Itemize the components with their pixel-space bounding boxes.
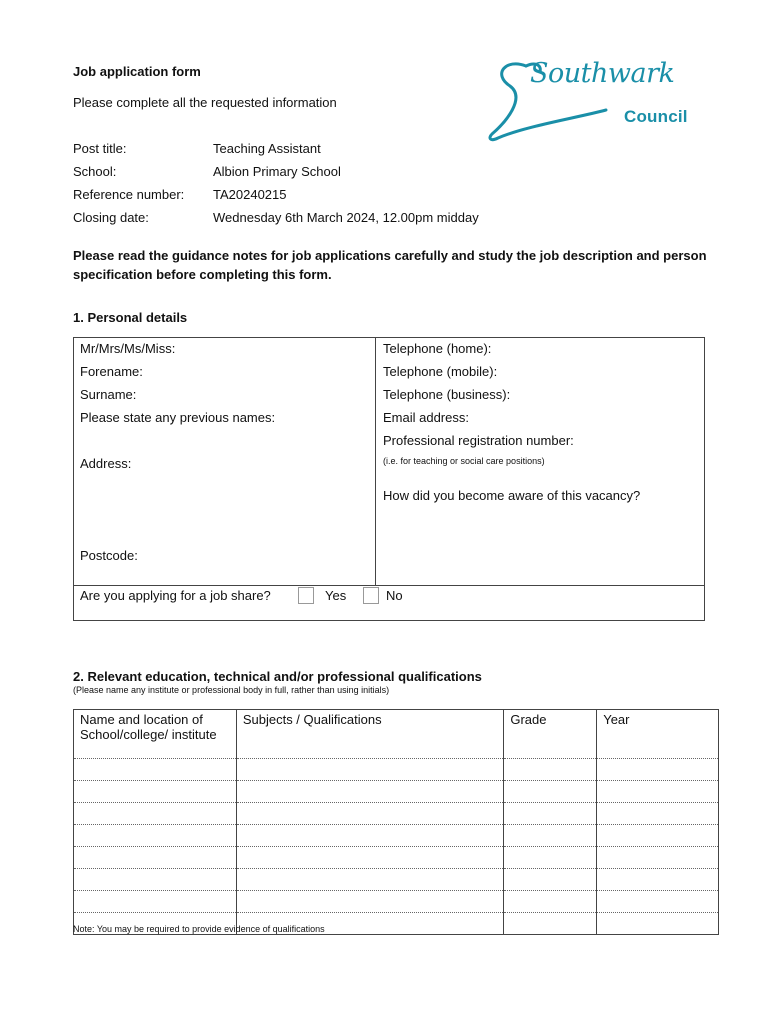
qualifications-title: 2. Relevant education, technical and/or professional qualifications bbox=[73, 669, 482, 684]
qualifications-table bbox=[73, 709, 719, 935]
email-field[interactable]: Email address: bbox=[383, 410, 469, 425]
post-title-value: Teaching Assistant bbox=[213, 141, 321, 156]
job-share-yes-label: Yes bbox=[325, 588, 347, 603]
telephone-mobile-field[interactable]: Telephone (mobile): bbox=[383, 364, 498, 379]
subjects-cell[interactable] bbox=[236, 803, 504, 825]
qualifications-note: Note: You may be required to provide evidence of qualifications bbox=[73, 924, 325, 934]
reference-number-label: Reference number: bbox=[73, 187, 185, 202]
grade-cell[interactable] bbox=[504, 891, 597, 913]
table-row bbox=[74, 847, 719, 869]
grade-cell[interactable] bbox=[504, 759, 597, 781]
closing-date-label: Closing date: bbox=[73, 210, 149, 225]
column-header-year: Year bbox=[597, 710, 719, 759]
title-field[interactable]: Mr/Mrs/Ms/Miss: bbox=[80, 341, 176, 356]
year-cell[interactable] bbox=[597, 891, 719, 913]
subjects-cell[interactable] bbox=[236, 759, 504, 781]
guidance-text: Please read the guidance notes for job applications carefully and study the job description and person specification before completing this form. bbox=[73, 248, 707, 282]
southwark-council-logo bbox=[486, 52, 692, 144]
subjects-cell[interactable] bbox=[236, 825, 504, 847]
job-share-no-label: No bbox=[386, 588, 403, 603]
table-row bbox=[74, 803, 719, 825]
address-field[interactable]: Address: bbox=[80, 456, 132, 471]
form-title: Job application form bbox=[73, 64, 201, 79]
year-cell[interactable] bbox=[597, 847, 719, 869]
table-row bbox=[74, 781, 719, 803]
grade-cell[interactable] bbox=[504, 803, 597, 825]
table-row bbox=[74, 825, 719, 847]
column-header-grade: Grade bbox=[504, 710, 597, 759]
surname-field[interactable]: Surname: bbox=[80, 387, 137, 402]
table-row bbox=[74, 869, 719, 891]
subjects-cell[interactable] bbox=[236, 891, 504, 913]
year-cell[interactable] bbox=[597, 913, 719, 935]
grade-cell[interactable] bbox=[504, 913, 597, 935]
previous-names-field[interactable]: Please state any previous names: bbox=[80, 410, 276, 425]
personal-details-title: 1. Personal details bbox=[73, 310, 188, 325]
personal-details-divider bbox=[375, 337, 376, 585]
institute-cell[interactable] bbox=[74, 781, 237, 803]
school-label: School: bbox=[73, 164, 117, 179]
vacancy-source-field[interactable]: How did you become aware of this vacancy? bbox=[383, 488, 641, 503]
grade-cell[interactable] bbox=[504, 781, 597, 803]
registration-number-field[interactable]: Professional registration number: bbox=[383, 433, 574, 448]
job-share-no-checkbox[interactable] bbox=[363, 587, 379, 604]
job-share-yes-checkbox[interactable] bbox=[298, 587, 314, 604]
school-value: Albion Primary School bbox=[213, 164, 341, 179]
telephone-home-field[interactable]: Telephone (home): bbox=[383, 341, 492, 356]
qualifications-header-row bbox=[74, 710, 719, 759]
grade-cell[interactable] bbox=[504, 825, 597, 847]
institute-cell[interactable] bbox=[74, 803, 237, 825]
subjects-cell[interactable] bbox=[236, 781, 504, 803]
institute-cell[interactable] bbox=[74, 759, 237, 781]
subjects-cell[interactable] bbox=[236, 869, 504, 891]
closing-date-value: Wednesday 6th March 2024, 12.00pm midday bbox=[213, 210, 479, 225]
subjects-cell[interactable] bbox=[236, 847, 504, 869]
column-header-subjects: Subjects / Qualifications bbox=[236, 710, 504, 759]
registration-note: (i.e. for teaching or social care positions) bbox=[383, 456, 545, 466]
job-share-question: Are you applying for a job share? bbox=[80, 588, 271, 603]
column-header-institute: Name and location of School/college/ institute bbox=[74, 710, 237, 759]
table-row bbox=[74, 759, 719, 781]
table-row bbox=[74, 891, 719, 913]
year-cell[interactable] bbox=[597, 803, 719, 825]
qualifications-subtitle: (Please name any institute or professional body in full, rather than using initials) bbox=[73, 685, 390, 695]
job-share-divider bbox=[73, 585, 705, 586]
grade-cell[interactable] bbox=[504, 869, 597, 891]
year-cell[interactable] bbox=[597, 759, 719, 781]
institute-cell[interactable] bbox=[74, 869, 237, 891]
institute-cell[interactable] bbox=[74, 891, 237, 913]
grade-cell[interactable] bbox=[504, 847, 597, 869]
postcode-field[interactable]: Postcode: bbox=[80, 548, 138, 563]
personal-details-box bbox=[73, 337, 705, 621]
logo-script-text: Southwark bbox=[530, 58, 675, 89]
forename-field[interactable]: Forename: bbox=[80, 364, 143, 379]
year-cell[interactable] bbox=[597, 781, 719, 803]
logo-council-text: Council bbox=[624, 107, 688, 126]
telephone-business-field[interactable]: Telephone (business): bbox=[383, 387, 511, 402]
year-cell[interactable] bbox=[597, 869, 719, 891]
institute-cell[interactable] bbox=[74, 825, 237, 847]
reference-number-value: TA20240215 bbox=[213, 187, 287, 202]
form-instruction: Please complete all the requested information bbox=[73, 95, 337, 110]
post-title-label: Post title: bbox=[73, 141, 127, 156]
institute-cell[interactable] bbox=[74, 847, 237, 869]
year-cell[interactable] bbox=[597, 825, 719, 847]
